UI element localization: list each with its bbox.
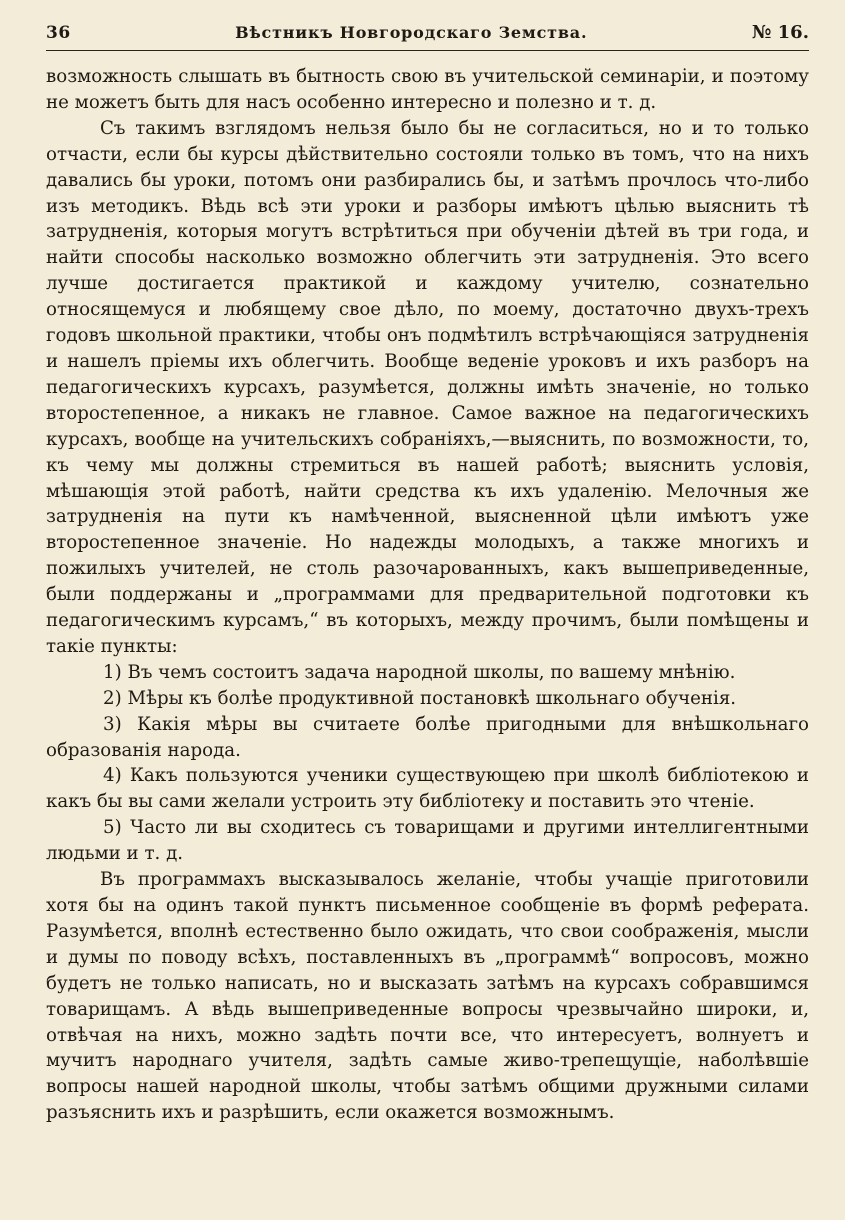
page-number: 36 xyxy=(46,23,71,43)
running-header xyxy=(46,22,809,48)
article-body xyxy=(46,64,809,1126)
journal-title: Вѣстникъ Новгородскаго Земства. xyxy=(235,23,588,42)
header-rule xyxy=(46,50,809,51)
list-item-3: 3) Какія мѣры вы считаете болѣе пригодными для внѣшкольнаго образованія народа. xyxy=(46,713,809,761)
list-item-4: 4) Какъ пользуются ученики существующею при школѣ библіотекою и какъ бы вы сами желали устроить эту библіотеку и поставить это чтеніе. xyxy=(46,765,809,813)
list-item-5: 5) Часто ли вы сходитесь съ товарищами и другими интеллигентными людьми и т. д. xyxy=(46,817,809,865)
paragraph-continuation: возможность слышать въ бытность свою въ учительской семинаріи, и поэтому не можетъ быть для насъ особенно интересно и полезно и т. д. xyxy=(46,66,809,113)
list-item-1: 1) Въ чемъ состоитъ задача народной школы, по вашему мнѣнію. xyxy=(103,661,736,683)
paragraph-main: Съ такимъ взглядомъ нельзя было бы не согласиться, но и то только отчасти, если бы курсы дѣйствительно состояли только въ томъ, что на нихъ давались бы уроки, потомъ они разбирались бы, и затѣмъ прочлось что-либо изъ методикъ. Вѣдь всѣ эти уроки и разборы имѣютъ цѣлью выяснить тѣ затрудненія, которыя могутъ встрѣтиться при обученіи дѣтей въ три года, и найти способы насколько возможно облегчить эти затрудненія. Это всего лучше достигается практикой и каждому учителю, сознательно относящемуся и любящему свое дѣло, по моему, достаточно двухъ-трехъ годовъ школьной практики, чтобы онъ подмѣтилъ встрѣчающіяся затрудненія и нашелъ пріемы ихъ облегчить. Вообще веденіе уроковъ и ихъ разборъ на педагогическихъ курсахъ, разумѣется, должны имѣть значеніе, но только второстепенное, а никакъ не главное. Самое важное на педагогическихъ курсахъ, вообще на учительскихъ собраніяхъ,—выяснить, по возможности, то, къ чему мы должны стремиться въ нашей работѣ; выяснить условія, мѣшающія этой работѣ, найти средства къ ихъ удаленію. Мелочныя же затрудненія на пути къ намѣченной, выясненной цѣли имѣютъ уже второстепенное значеніе. Но надежды молодыхъ, а также многихъ и пожилыхъ учителей, не столь разочарованныхъ, какъ вышеприведенные, были поддержаны и „программами для предварительной подготовки къ педагогическимъ курсамъ,“ въ которыхъ, между прочимъ, были помѣщены и такіе пункты: xyxy=(46,117,809,657)
list-item-2: 2) Мѣры къ болѣе продуктивной постановкѣ школьнаго обученія. xyxy=(103,687,737,709)
paragraph-final: Въ программахъ высказывалось желаніе, чтобы учащіе приготовили хотя бы на одинъ такой пунктъ письменное сообщеніе въ формѣ реферата. Разумѣется, вполнѣ естественно было ожидать, что свои соображенія, мысли и думы по поводу всѣхъ, поставленныхъ въ „программѣ“ вопросовъ, можно будетъ не только написать, но и высказать затѣмъ на курсахъ собравшимся товарищамъ. А вѣдь вышеприведенные вопросы чрезвычайно широки, и, отвѣчая на нихъ, можно задѣть почти все, что интересуетъ, волнуетъ и мучитъ народнаго учителя, задѣть самые живо-трепещущіе, наболѣвшіе вопросы нашей народной школы, чтобы затѣмъ общими дружными силами разъяснить ихъ и разрѣшить, если окажется возможнымъ. xyxy=(46,869,809,1124)
issue-number: № 16. xyxy=(751,22,809,43)
